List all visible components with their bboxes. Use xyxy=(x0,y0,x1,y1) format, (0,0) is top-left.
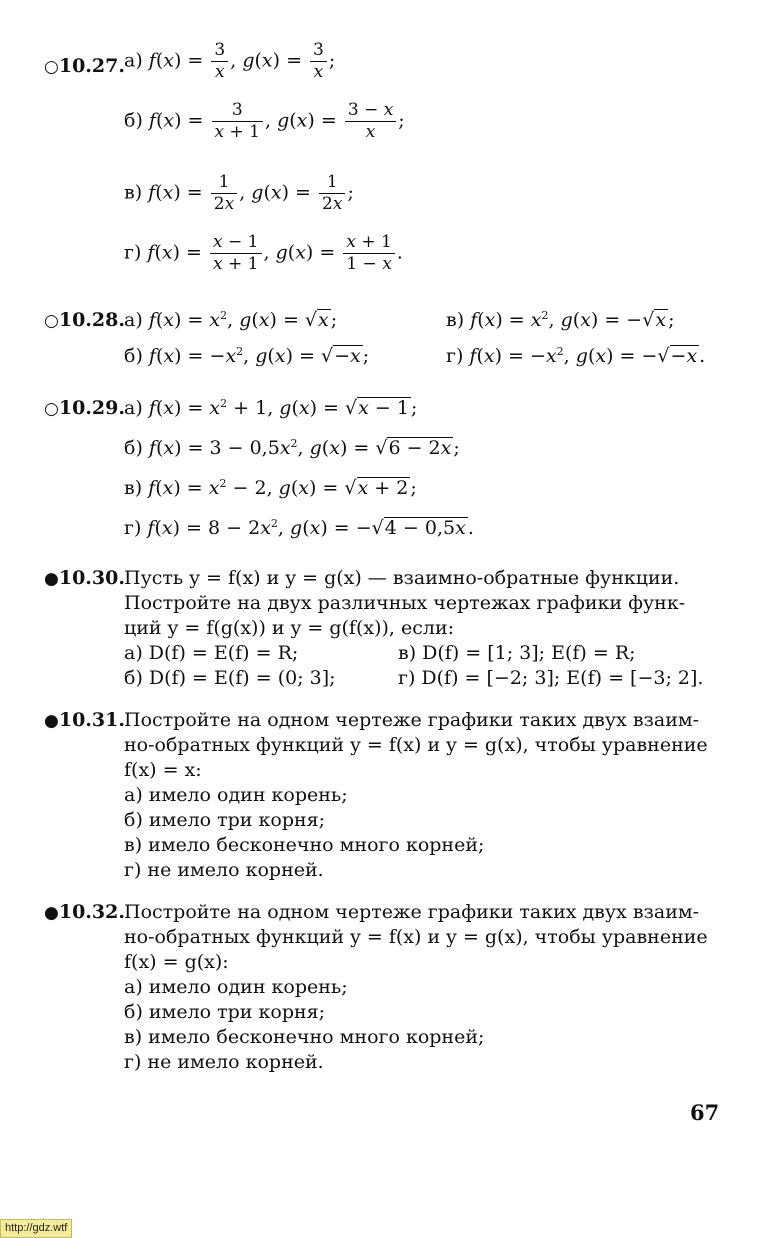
problem-10-30-item-v: в) D(f) = [1; 3]; E(f) = R; xyxy=(398,642,636,664)
problem-10-32-item-g: г) не имело корней. xyxy=(124,1051,324,1073)
problem-10-30-item-g: г) D(f) = [−2; 3]; E(f) = [−3; 2]. xyxy=(398,667,704,689)
problem-10-27-item-g: г) f(x) = $\frac{x - 1}{x + 1}$ , g(x) = $\frac{x + 1}{1 - x}$ . xyxy=(124,232,403,274)
problem-10-30-text-line-2: Постройте на двух различных чертежах графики функ- xyxy=(124,592,686,614)
problem-10-27-item-v: в) f(x) = $\frac{1}{2x}$ , g(x) = $\frac{1}{2x}$ ; xyxy=(124,172,354,214)
problem-10-27-item-b: б) f(x) = $\frac{3}{x + 1}$ , g(x) = $\frac{3 - x}{x}$ ; xyxy=(124,100,405,142)
page-number: 67 xyxy=(690,1100,720,1125)
problem-10-32-item-b: б) имело три корня; xyxy=(124,1001,326,1023)
problem-10-28-item-b: б) $f(x) = -x^2$, g(x) = √−x ; xyxy=(124,345,370,367)
problem-10-28-item-v: в) $f(x) = x^2$, g(x) = −√x ; xyxy=(446,309,675,331)
problem-10-28-item-g: г) $f(x) = -x^2$, g(x) = −√−x . xyxy=(446,345,706,367)
problem-10-31-item-b: б) имело три корня; xyxy=(124,809,326,831)
problem-10-29-item-a: а) $f(x) = x^2 + 1$, g(x) = √x − 1 ; xyxy=(124,397,418,419)
problem-10-31-item-a: а) имело один корень; xyxy=(124,784,348,806)
problem-10-31-text-line-2: но-обратных функций y = f(x) и y = g(x), чтобы уравнение xyxy=(124,734,708,756)
problem-number-10-27: ○10.27. xyxy=(44,55,125,77)
problem-number-10-30: ●10.30. xyxy=(44,567,125,589)
problem-10-30-text-line-1: Пусть y = f(x) и y = g(x) — взаимно-обратные функции. xyxy=(124,567,680,589)
problem-10-28-item-a: а) $f(x) = x^2$, g(x) = √x ; xyxy=(124,309,338,331)
problem-10-31-text-line-3: f(x) = x: xyxy=(124,759,202,781)
problem-10-32-text-line-3: f(x) = g(x): xyxy=(124,951,229,973)
problem-10-30-item-a: а) D(f) = E(f) = R; xyxy=(124,642,299,664)
problem-10-29-item-v: в) $f(x) = x^2 - 2$, g(x) = √x + 2 ; xyxy=(124,477,417,499)
problem-10-31-text-line-1: Постройте на одном чертеже графики таких двух взаим- xyxy=(124,709,700,731)
problem-number-10-28: ○10.28. xyxy=(44,309,125,331)
problem-number-10-29: ○10.29. xyxy=(44,397,125,419)
problem-10-31-item-g: г) не имело корней. xyxy=(124,859,324,881)
problem-10-29-item-g: г) $f(x) = 8 - 2x^2$, g(x) = −√4 − 0,5x . xyxy=(124,517,474,539)
problem-number-10-32: ●10.32. xyxy=(44,901,125,923)
problem-10-32-text-line-2: но-обратных функций y = f(x) и y = g(x), чтобы уравнение xyxy=(124,926,708,948)
problem-10-30-text-line-3: ций y = f(g(x)) и y = g(f(x)), если: xyxy=(124,617,455,639)
problem-10-30-item-b: б) D(f) = E(f) = (0; 3]; xyxy=(124,667,336,689)
problem-10-32-item-v: в) имело бесконечно много корней; xyxy=(124,1026,485,1048)
problem-number-10-31: ●10.31. xyxy=(44,709,125,731)
problem-10-27-item-a: а) f(x) = $\frac{3}{x}$ , g(x) = $\frac{3}{x}$ ; xyxy=(124,40,336,82)
problem-10-32-item-a: а) имело один корень; xyxy=(124,976,348,998)
problem-10-32-text-line-1: Постройте на одном чертеже графики таких двух взаим- xyxy=(124,901,700,923)
problem-10-29-item-b: б) $f(x) = 3 - 0,5x^2$, g(x) = √6 − 2x ; xyxy=(124,437,460,459)
problem-10-31-item-v: в) имело бесконечно много корней; xyxy=(124,834,485,856)
watermark-link[interactable]: http://gdz.wtf xyxy=(0,1219,72,1238)
